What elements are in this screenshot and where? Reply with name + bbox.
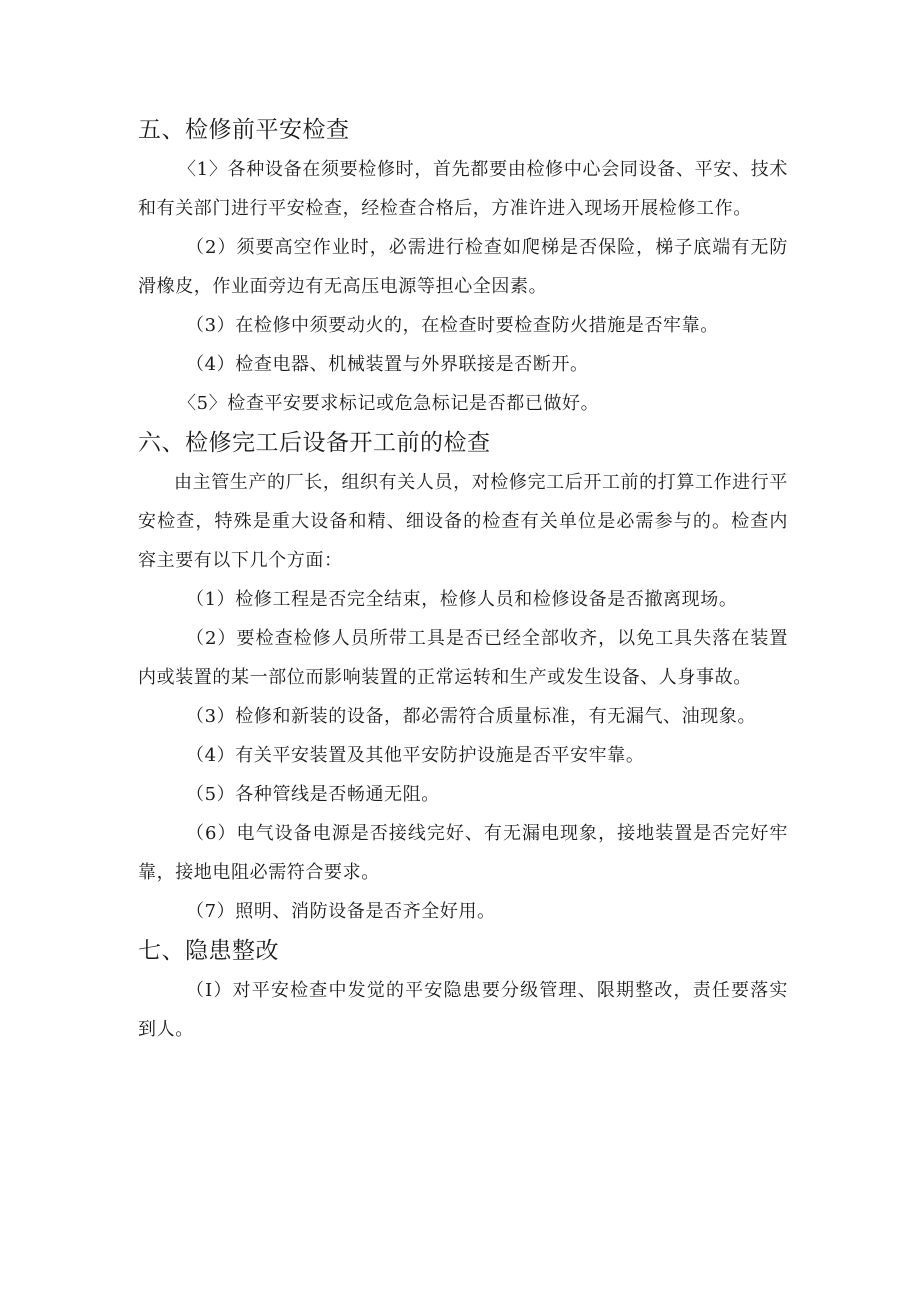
paragraph: （1）检修工程是否完全结束，检修人员和检修设备是否撤离现场。 <box>186 589 738 610</box>
paragraph: （I）对平安检查中发觉的平安隐患要分级管理、限期整改，责任要落实到人。 <box>138 980 788 1040</box>
paragraph: （4）检查电器、机械装置与外界联接是否断开。 <box>186 354 589 375</box>
paragraph: （5）各种管线是否畅通无阻。 <box>186 784 440 805</box>
section-hazard-rectification <box>138 933 788 1049</box>
paragraph: 由主管生产的厂长，组织有关人员，对检修完工后开工前的打算工作进行平安检查，特殊是重大设备和精、细设备的检查有关单位是必需参与的。检查内容主要有以下几个方面： <box>138 472 788 571</box>
section-pre-maintenance-check <box>138 112 788 423</box>
paragraph: （4）有关平安装置及其他平安防护设施是否平安牢靠。 <box>186 745 645 766</box>
paragraph: 〈1〉各种设备在须要检修时，首先都要由检修中心会同设备、平安、技术和有关部门进行平安检查，经检查合格后，方准许进入现场开展检修工作。 <box>138 159 788 219</box>
paragraph: （7）照明、消防设备是否齐全好用。 <box>186 901 496 922</box>
paragraph: （2）要检查检修人员所带工具是否已经全部收齐，以免工具失落在装置内或装置的某一部位而影响装置的正常运转和生产或发生设备、人身事故。 <box>138 628 788 688</box>
paragraph: （3）在检修中须要动火的，在检查时要检查防火措施是否牢靠。 <box>186 315 719 336</box>
document-page <box>138 112 788 1049</box>
paragraph: （6）电气设备电源是否接线完好、有无漏电现象，接地装置是否完好牢靠，接地电阻必需符合要求。 <box>138 823 788 883</box>
section-heading: 六、检修完工后设备开工前的检查 <box>138 430 491 456</box>
section-heading: 七、隐患整改 <box>138 938 279 964</box>
paragraph: （3）检修和新装的设备，都必需符合质量标准，有无漏气、油现象。 <box>186 706 757 727</box>
paragraph: 〈5〉检查平安要求标记或危急标记是否都已做好。 <box>178 393 600 414</box>
paragraph: （2）须要高空作业时，必需进行检查如爬梯是否保险，梯子底端有无防滑橡皮，作业面旁边有无高压电源等担心全因素。 <box>138 237 788 297</box>
section-post-maintenance-check <box>138 425 788 931</box>
section-heading: 五、检修前平安检查 <box>138 117 350 143</box>
